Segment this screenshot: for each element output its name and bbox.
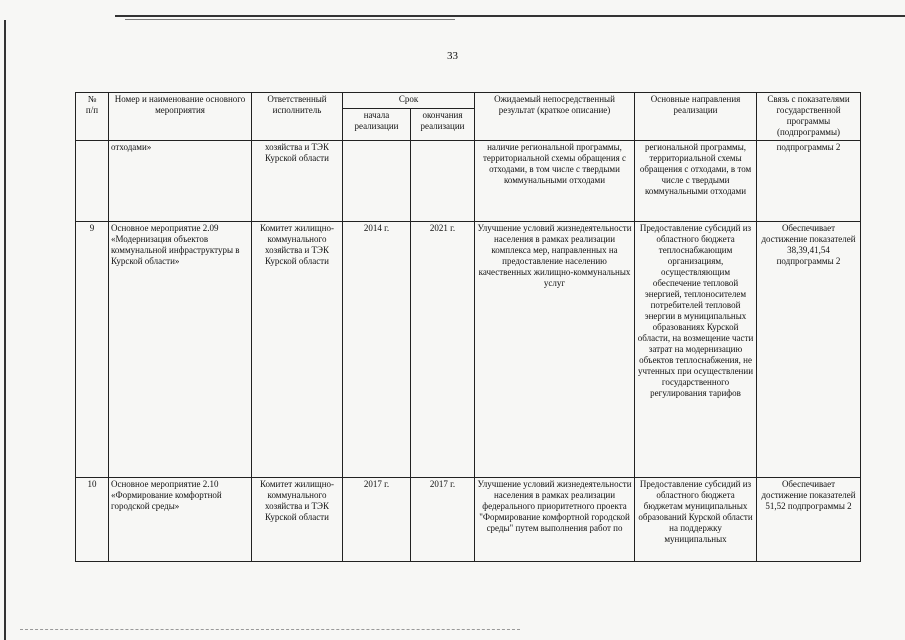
header-term: Срок: [343, 93, 475, 109]
cell-link: Обеспечивает достижение показателей 38,39,41,54 подпрограммы 2: [757, 222, 861, 478]
table-row: [76, 478, 861, 562]
cell-executor: Комитет жилищно-коммунального хозяйства и ТЭК Курской области: [252, 222, 343, 478]
cell-executor: хозяйства и ТЭК Курской области: [252, 141, 343, 222]
cell-result: Улучшение условий жизнедеятельности населения в рамках реализации федерального приоритетного проекта "Формирование комфортной городской среды" путем выполнения работ по: [475, 478, 635, 562]
header-name: Номер и наименование основного мероприятия: [109, 93, 252, 141]
cell-end: 2021 г.: [411, 222, 475, 478]
cell-link: подпрограммы 2: [757, 141, 861, 222]
cell-result: Улучшение условий жизнедеятельности населения в рамках реализации комплекса мер, направленных на предоставление населению качественных жилищно-коммунальных услуг: [475, 222, 635, 478]
cell-end: 2017 г.: [411, 478, 475, 562]
header-executor: Ответственный исполнитель: [252, 93, 343, 141]
header-end: окончания реализации: [411, 109, 475, 141]
table-row: [76, 222, 861, 478]
cell-end: [411, 141, 475, 222]
cell-name: Основное мероприятие 2.10 «Формирование комфортной городской среды»: [109, 478, 252, 562]
scan-artifact-line: [115, 15, 905, 17]
header-num: № п/п: [76, 93, 109, 141]
page-number: 33: [447, 50, 458, 62]
scan-artifact-noise: [20, 629, 520, 630]
cell-name: отходами»: [109, 141, 252, 222]
cell-num: 9: [76, 222, 109, 478]
scan-artifact-line: [125, 19, 455, 20]
cell-name: Основное мероприятие 2.09 «Модернизация объектов коммунальной инфраструктуры в Курской области»: [109, 222, 252, 478]
cell-directions: Предоставление субсидий из областного бюджета теплоснабжающим организациям, осуществляющим обеспечение тепловой энергией, теплоносителем потребителей тепловой энергии в муниципальных образованиях Курской области, на возмещение части затрат на модернизацию объектов теплоснабжения, не учтенных при осуществлении государственного регулирования тарифов: [635, 222, 757, 478]
cell-start: 2017 г.: [343, 478, 411, 562]
cell-directions: Предоставление субсидий из областного бюджета бюджетам муниципальных образований Курской области на поддержку муниципальных: [635, 478, 757, 562]
measures-table: [75, 92, 861, 562]
cell-start: [343, 141, 411, 222]
header-link: Связь с показателями государственной программы (подпрограммы): [757, 93, 861, 141]
table-row: [76, 141, 861, 222]
cell-start: 2014 г.: [343, 222, 411, 478]
cell-executor: Комитет жилищно-коммунального хозяйства и ТЭК Курской области: [252, 478, 343, 562]
header-start: начала реализации: [343, 109, 411, 141]
cell-num: 10: [76, 478, 109, 562]
header-directions: Основные направления реализации: [635, 93, 757, 141]
cell-num: [76, 141, 109, 222]
cell-directions: региональной программы, территориальной схемы обращения с отходами, в том числе с твердыми коммунальными отходами: [635, 141, 757, 222]
header-result: Ожидаемый непосредственный результат (краткое описание): [475, 93, 635, 141]
scan-artifact-border: [4, 20, 6, 640]
cell-link: Обеспечивает достижение показателей 51,52 подпрограммы 2: [757, 478, 861, 562]
cell-result: наличие региональной программы, территориальной схемы обращения с отходами, в том числе с твердыми коммунальными отходами: [475, 141, 635, 222]
